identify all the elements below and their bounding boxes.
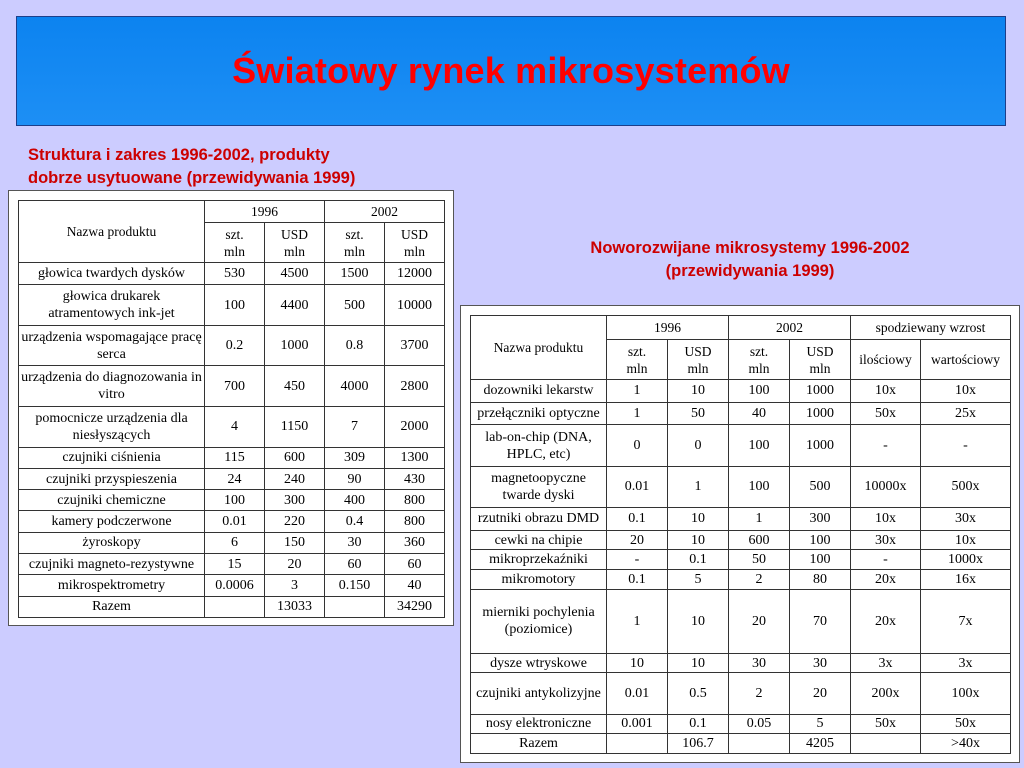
value-cell: 50x (851, 402, 921, 425)
value-cell: 1 (607, 402, 668, 425)
value-cell: 360 (385, 532, 445, 553)
column-subheader (668, 340, 729, 380)
value-cell: 500 (325, 285, 385, 326)
value-cell: 20 (790, 673, 851, 714)
right-table-panel (460, 305, 1020, 763)
table-row (471, 466, 1011, 507)
product-name-cell: nosy elektroniczne (471, 714, 607, 734)
product-name-cell: czujniki ciśnienia (19, 447, 205, 468)
column-header-2002: 2002 (729, 316, 851, 340)
value-cell: 5 (668, 570, 729, 590)
product-name-cell: głowica twardych dysków (19, 263, 205, 285)
value-cell: 0.2 (205, 325, 265, 366)
column-subheader-line: mln (283, 243, 305, 259)
value-cell: 100 (790, 550, 851, 570)
value-cell: 1000x (921, 550, 1011, 570)
value-cell: 10000x (851, 466, 921, 507)
value-cell (607, 734, 668, 754)
value-cell: 240 (265, 468, 325, 489)
value-cell: 0.01 (205, 511, 265, 532)
value-cell: 10 (668, 589, 729, 653)
value-cell: 100 (790, 530, 851, 550)
market-structure-table (18, 200, 445, 618)
value-cell: 1 (668, 466, 729, 507)
value-cell: 4 (205, 407, 265, 448)
value-cell: 10 (668, 530, 729, 550)
value-cell: 450 (265, 366, 325, 407)
product-name-cell: cewki na chipie (471, 530, 607, 550)
value-cell: 60 (325, 554, 385, 575)
page-title: Światowy rynek mikrosystemów (232, 50, 790, 91)
value-cell: 100 (205, 285, 265, 326)
column-header-name: Nazwa produktu (471, 316, 607, 380)
right-caption (520, 237, 980, 283)
value-cell: 10000 (385, 285, 445, 326)
column-subheader-line: USD (280, 226, 308, 242)
value-cell: 10x (921, 530, 1011, 550)
table-row (19, 554, 445, 575)
value-cell: 800 (385, 490, 445, 511)
value-cell: 10x (851, 380, 921, 403)
value-cell: 30x (851, 530, 921, 550)
value-cell: 300 (265, 490, 325, 511)
table-row (471, 589, 1011, 653)
value-cell: 20x (851, 570, 921, 590)
value-cell: 10 (668, 653, 729, 673)
column-subheader (790, 340, 851, 380)
value-cell: - (851, 550, 921, 570)
new-microsystems-table (470, 315, 1011, 754)
value-cell: 24 (205, 468, 265, 489)
value-cell: 2 (729, 570, 790, 590)
value-cell: 4205 (790, 734, 851, 754)
value-cell: 30 (325, 532, 385, 553)
left-caption (28, 144, 448, 190)
column-subheader: wartościowy (921, 340, 1011, 380)
value-cell: 13033 (265, 596, 325, 617)
value-cell: 20 (265, 554, 325, 575)
value-cell: 16x (921, 570, 1011, 590)
value-cell: 1000 (790, 402, 851, 425)
value-cell: 3x (851, 653, 921, 673)
product-name-cell: mikromotory (471, 570, 607, 590)
left-caption-line: dobrze usytuowane (przewidywania 1999) (28, 169, 356, 187)
value-cell: 200x (851, 673, 921, 714)
value-cell: 25x (921, 402, 1011, 425)
value-cell: 50 (729, 550, 790, 570)
table-row (19, 511, 445, 532)
column-subheader-line: mln (223, 243, 245, 259)
product-name-cell: czujniki chemiczne (19, 490, 205, 511)
value-cell: 500x (921, 466, 1011, 507)
column-header-growth: spodziewany wzrost (851, 316, 1011, 340)
product-name-cell: przełączniki optyczne (471, 402, 607, 425)
table-row (19, 285, 445, 326)
product-name-cell: głowica drukarek atramentowych ink-jet (19, 285, 205, 326)
column-subheader-line: mln (343, 243, 365, 259)
value-cell: 34290 (385, 596, 445, 617)
value-cell: 30x (921, 508, 1011, 531)
value-cell: 20 (607, 530, 668, 550)
value-cell: 309 (325, 447, 385, 468)
table-row (19, 263, 445, 285)
value-cell: 0.1 (668, 550, 729, 570)
table-row (471, 425, 1011, 466)
value-cell (325, 596, 385, 617)
value-cell: 30 (729, 653, 790, 673)
table-row (19, 407, 445, 448)
value-cell: 150 (265, 532, 325, 553)
value-cell: 0.150 (325, 575, 385, 596)
value-cell (851, 734, 921, 754)
column-subheader (607, 340, 668, 380)
column-subheader-line: USD (684, 343, 712, 359)
product-name-cell: czujniki antykolizyjne (471, 673, 607, 714)
table-row (471, 508, 1011, 531)
value-cell: 10 (668, 380, 729, 403)
value-cell: 100 (729, 380, 790, 403)
value-cell: 4400 (265, 285, 325, 326)
column-subheader-line: szt. (225, 226, 244, 242)
table-row (19, 575, 445, 596)
value-cell: 1000 (265, 325, 325, 366)
value-cell: 10x (851, 508, 921, 531)
column-subheader-line: mln (626, 360, 648, 376)
column-subheader (385, 223, 445, 263)
column-header-2002: 2002 (325, 201, 445, 223)
value-cell: 1 (607, 589, 668, 653)
column-header-1996: 1996 (205, 201, 325, 223)
right-caption-line: Noworozwijane mikrosystemy 1996-2002 (590, 239, 910, 257)
value-cell: - (921, 425, 1011, 466)
value-cell: 0.001 (607, 714, 668, 734)
table-row (471, 714, 1011, 734)
value-cell: 600 (729, 530, 790, 550)
product-name-cell: Razem (471, 734, 607, 754)
value-cell: 0 (607, 425, 668, 466)
column-subheader-line: mln (809, 360, 831, 376)
column-subheader-line: USD (400, 226, 428, 242)
value-cell: 80 (790, 570, 851, 590)
table-row (19, 532, 445, 553)
value-cell: 60 (385, 554, 445, 575)
table-row (471, 530, 1011, 550)
product-name-cell: lab-on-chip (DNA, HPLC, etc) (471, 425, 607, 466)
value-cell: 0.0006 (205, 575, 265, 596)
value-cell: 600 (265, 447, 325, 468)
table-row (471, 570, 1011, 590)
table-row (471, 402, 1011, 425)
value-cell: 1 (607, 380, 668, 403)
value-cell: 2000 (385, 407, 445, 448)
value-cell: 15 (205, 554, 265, 575)
value-cell: 5 (790, 714, 851, 734)
value-cell: 106.7 (668, 734, 729, 754)
table-row (19, 325, 445, 366)
value-cell: 220 (265, 511, 325, 532)
value-cell: 0.5 (668, 673, 729, 714)
right-caption-line: (przewidywania 1999) (665, 262, 835, 280)
value-cell: 7 (325, 407, 385, 448)
product-name-cell: Razem (19, 596, 205, 617)
value-cell: 1000 (790, 425, 851, 466)
value-cell: 0.4 (325, 511, 385, 532)
value-cell: 0.1 (668, 714, 729, 734)
table-row (471, 734, 1011, 754)
value-cell: 115 (205, 447, 265, 468)
product-name-cell: dozowniki lekarstw (471, 380, 607, 403)
table-row (19, 490, 445, 511)
product-name-cell: czujniki przyspieszenia (19, 468, 205, 489)
value-cell: 30 (790, 653, 851, 673)
value-cell: 90 (325, 468, 385, 489)
value-cell: 0.01 (607, 466, 668, 507)
value-cell: 100 (729, 466, 790, 507)
product-name-cell: kamery podczerwone (19, 511, 205, 532)
column-subheader (265, 223, 325, 263)
left-caption-line: Struktura i zakres 1996-2002, produkty (28, 146, 330, 164)
value-cell: 2800 (385, 366, 445, 407)
value-cell: 10x (921, 380, 1011, 403)
value-cell: 1500 (325, 263, 385, 285)
left-table-panel (8, 190, 454, 626)
value-cell: 20x (851, 589, 921, 653)
value-cell: 430 (385, 468, 445, 489)
product-name-cell: pomocnicze urządzenia dla niesłyszących (19, 407, 205, 448)
column-header-1996: 1996 (607, 316, 729, 340)
value-cell: 700 (205, 366, 265, 407)
column-subheader-line: mln (687, 360, 709, 376)
value-cell: 50x (851, 714, 921, 734)
product-name-cell: urządzenia wspomagające pracę serca (19, 325, 205, 366)
value-cell: 100x (921, 673, 1011, 714)
value-cell: 2 (729, 673, 790, 714)
column-subheader (325, 223, 385, 263)
column-subheader (205, 223, 265, 263)
column-subheader-line: szt. (627, 343, 647, 359)
value-cell: >40x (921, 734, 1011, 754)
table-row (471, 380, 1011, 403)
value-cell: 530 (205, 263, 265, 285)
column-subheader (729, 340, 790, 380)
value-cell: 100 (205, 490, 265, 511)
value-cell: 7x (921, 589, 1011, 653)
table-row (19, 596, 445, 617)
value-cell: 70 (790, 589, 851, 653)
product-name-cell: magnetoopyczne twarde dyski (471, 466, 607, 507)
value-cell: 3x (921, 653, 1011, 673)
value-cell: 800 (385, 511, 445, 532)
value-cell: 0 (668, 425, 729, 466)
column-subheader-line: szt. (345, 226, 364, 242)
value-cell: 3 (265, 575, 325, 596)
value-cell: 12000 (385, 263, 445, 285)
value-cell (729, 734, 790, 754)
value-cell: 0.05 (729, 714, 790, 734)
product-name-cell: dysze wtryskowe (471, 653, 607, 673)
value-cell: 1150 (265, 407, 325, 448)
table-row (19, 366, 445, 407)
value-cell: 0.01 (607, 673, 668, 714)
product-name-cell: rzutniki obrazu DMD (471, 508, 607, 531)
title-banner (16, 16, 1006, 126)
value-cell: 1000 (790, 380, 851, 403)
column-subheader-line: USD (806, 343, 834, 359)
product-name-cell: żyroskopy (19, 532, 205, 553)
value-cell: 0.1 (607, 570, 668, 590)
value-cell: - (851, 425, 921, 466)
value-cell: 500 (790, 466, 851, 507)
table-row (19, 468, 445, 489)
table-row (19, 447, 445, 468)
column-subheader-line: mln (748, 360, 770, 376)
product-name-cell: czujniki magneto-rezystywne (19, 554, 205, 575)
column-subheader-line: szt. (749, 343, 769, 359)
value-cell: 10 (668, 508, 729, 531)
value-cell: 0.8 (325, 325, 385, 366)
value-cell: 40 (385, 575, 445, 596)
product-name-cell: urządzenia do diagnozowania in vitro (19, 366, 205, 407)
product-name-cell: mikroprzekaźniki (471, 550, 607, 570)
value-cell: 4000 (325, 366, 385, 407)
value-cell: - (607, 550, 668, 570)
value-cell: 3700 (385, 325, 445, 366)
value-cell: 0.1 (607, 508, 668, 531)
column-subheader-line: mln (403, 243, 425, 259)
value-cell (205, 596, 265, 617)
value-cell: 100 (729, 425, 790, 466)
value-cell: 50x (921, 714, 1011, 734)
column-subheader: ilościowy (851, 340, 921, 380)
value-cell: 1300 (385, 447, 445, 468)
value-cell: 1 (729, 508, 790, 531)
value-cell: 20 (729, 589, 790, 653)
value-cell: 400 (325, 490, 385, 511)
value-cell: 40 (729, 402, 790, 425)
column-header-name: Nazwa produktu (19, 201, 205, 263)
value-cell: 6 (205, 532, 265, 553)
product-name-cell: mierniki pochylenia (poziomice) (471, 589, 607, 653)
table-row (471, 673, 1011, 714)
value-cell: 300 (790, 508, 851, 531)
table-row (471, 653, 1011, 673)
value-cell: 4500 (265, 263, 325, 285)
product-name-cell: mikrospektrometry (19, 575, 205, 596)
value-cell: 10 (607, 653, 668, 673)
table-row (471, 550, 1011, 570)
value-cell: 50 (668, 402, 729, 425)
